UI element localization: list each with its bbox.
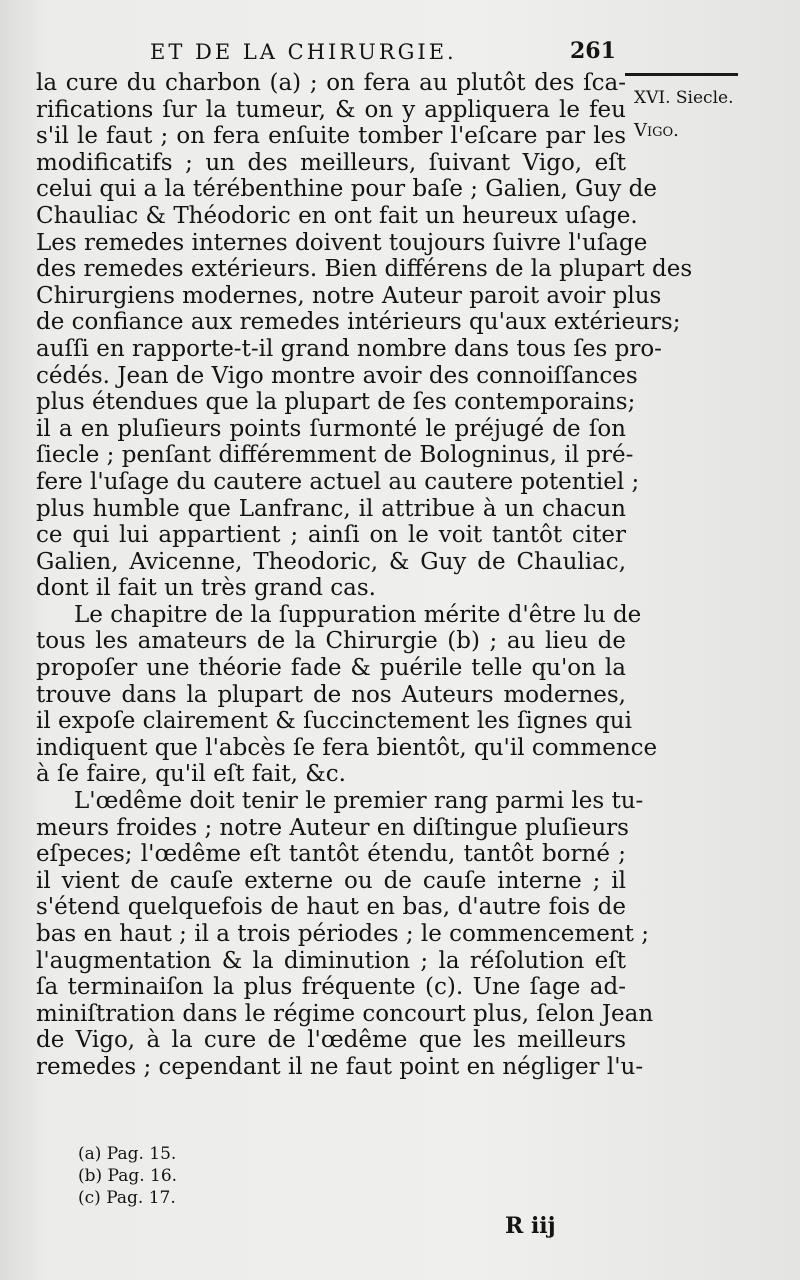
text-line: propoſer une théorie fade & puérile telle qu'on la: [36, 655, 626, 682]
footnote: (a) Pag. 15.: [78, 1144, 177, 1164]
text-line: s'étend quelquefois de haut en bas, d'autre fois de: [36, 894, 626, 921]
text-line: des remedes extérieurs. Bien différens de la plupart des: [36, 256, 693, 283]
text-line: Chauliac & Théodoric en ont fait un heureux uſage.: [36, 202, 638, 229]
text-line: modificatifs ; un des meilleurs, ſuivant Vigo, eſt: [36, 149, 626, 176]
text-line: auſſi en rapporte-t-il grand nombre dans tous ſes pro-: [36, 335, 662, 362]
text-line: L'œdême doit tenir le premier rang parmi les tu-: [74, 788, 644, 815]
text-line: plus humble que Lanfranc, il attribue à un chacun: [36, 495, 626, 522]
running-title: ET DE LA CHIRURGIE.: [150, 40, 457, 64]
margin-note-author: Vigo.: [634, 120, 679, 141]
text-line: ce qui lui appartient ; ainſi on le voit tantôt citer: [36, 522, 626, 549]
text-line: meurs froides ; notre Auteur en diſtingue pluſieurs: [36, 814, 629, 841]
text-line: Les remedes internes doivent toujours ſuivre l'uſage: [36, 229, 648, 256]
text-line: rifications ſur la tumeur, & on y appliquera le feu: [36, 96, 626, 123]
text-line: miniſtration dans le régime concourt plus, ſelon Jean: [36, 1000, 654, 1027]
text-line: tous les amateurs de la Chirurgie (b) ; au lieu de: [36, 628, 626, 655]
text-line: il expoſe clairement & ſuccinctement les ſignes qui: [36, 708, 632, 735]
text-line: indiquent que l'abcès ſe fera bientôt, qu'il commence: [36, 734, 658, 761]
text-line: de confiance aux remedes intérieurs qu'aux extérieurs;: [36, 309, 681, 336]
margin-rule: [625, 73, 738, 76]
text-line: plus étendues que la plupart de ſes contemporains;: [36, 389, 636, 416]
text-line: de Vigo, à la cure de l'œdême que les meilleurs: [36, 1027, 626, 1054]
text-line: remedes ; cependant il ne faut point en négliger l'u-: [36, 1053, 644, 1080]
footnote: (c) Pag. 17.: [78, 1188, 176, 1208]
text-line: cédés. Jean de Vigo montre avoir des connoiſſances: [36, 362, 638, 389]
text-line: celui qui a la térébenthine pour baſe ; Galien, Guy de: [36, 176, 657, 203]
text-line: ſa terminaiſon la plus fréquente (c). Une ſage ad-: [36, 974, 626, 1001]
footnotes: [78, 1143, 177, 1209]
text-line: eſpeces; l'œdême eſt tantôt étendu, tantôt borné ;: [36, 841, 626, 868]
text-line: Le chapitre de la ſuppuration mérite d'être lu de: [74, 601, 642, 628]
text-line: la cure du charbon (a) ; on fera au plutôt des ſca-: [36, 70, 626, 96]
text-line: Chirurgiens modernes, notre Auteur paroit avoir plus: [36, 282, 662, 309]
text-line: il vient de cauſe externe ou de cauſe interne ; il: [36, 867, 626, 894]
text-line: s'il le faut ; on fera enſuite tomber l'eſcare par les: [36, 123, 626, 150]
margin-note-century: XVI. Siecle.: [634, 88, 734, 108]
signature-mark: R iij: [505, 1213, 556, 1239]
text-line: il a en pluſieurs points ſurmonté le préjugé de ſon: [36, 415, 626, 442]
text-line: dont il fait un très grand cas.: [36, 575, 376, 602]
text-line: l'augmentation & la diminution ; la réſolution eſt: [36, 947, 626, 974]
text-line: fere l'uſage du cautere actuel au cautere potentiel ;: [36, 468, 640, 495]
text-line: bas en haut ; il a trois périodes ; le commencement ;: [36, 921, 649, 947]
text-line: Galien, Avicenne, Theodoric, & Guy de Chauliac,: [36, 548, 626, 575]
footnote: (b) Pag. 16.: [78, 1166, 178, 1186]
text-line: ſiecle ; penſant différemment de Bologninus, il pré-: [36, 442, 634, 469]
page-number: 261: [570, 38, 616, 64]
text-line: trouve dans la plupart de nos Auteurs modernes,: [36, 681, 626, 708]
text-line: à ſe faire, qu'il eſt fait, &c.: [36, 761, 346, 788]
